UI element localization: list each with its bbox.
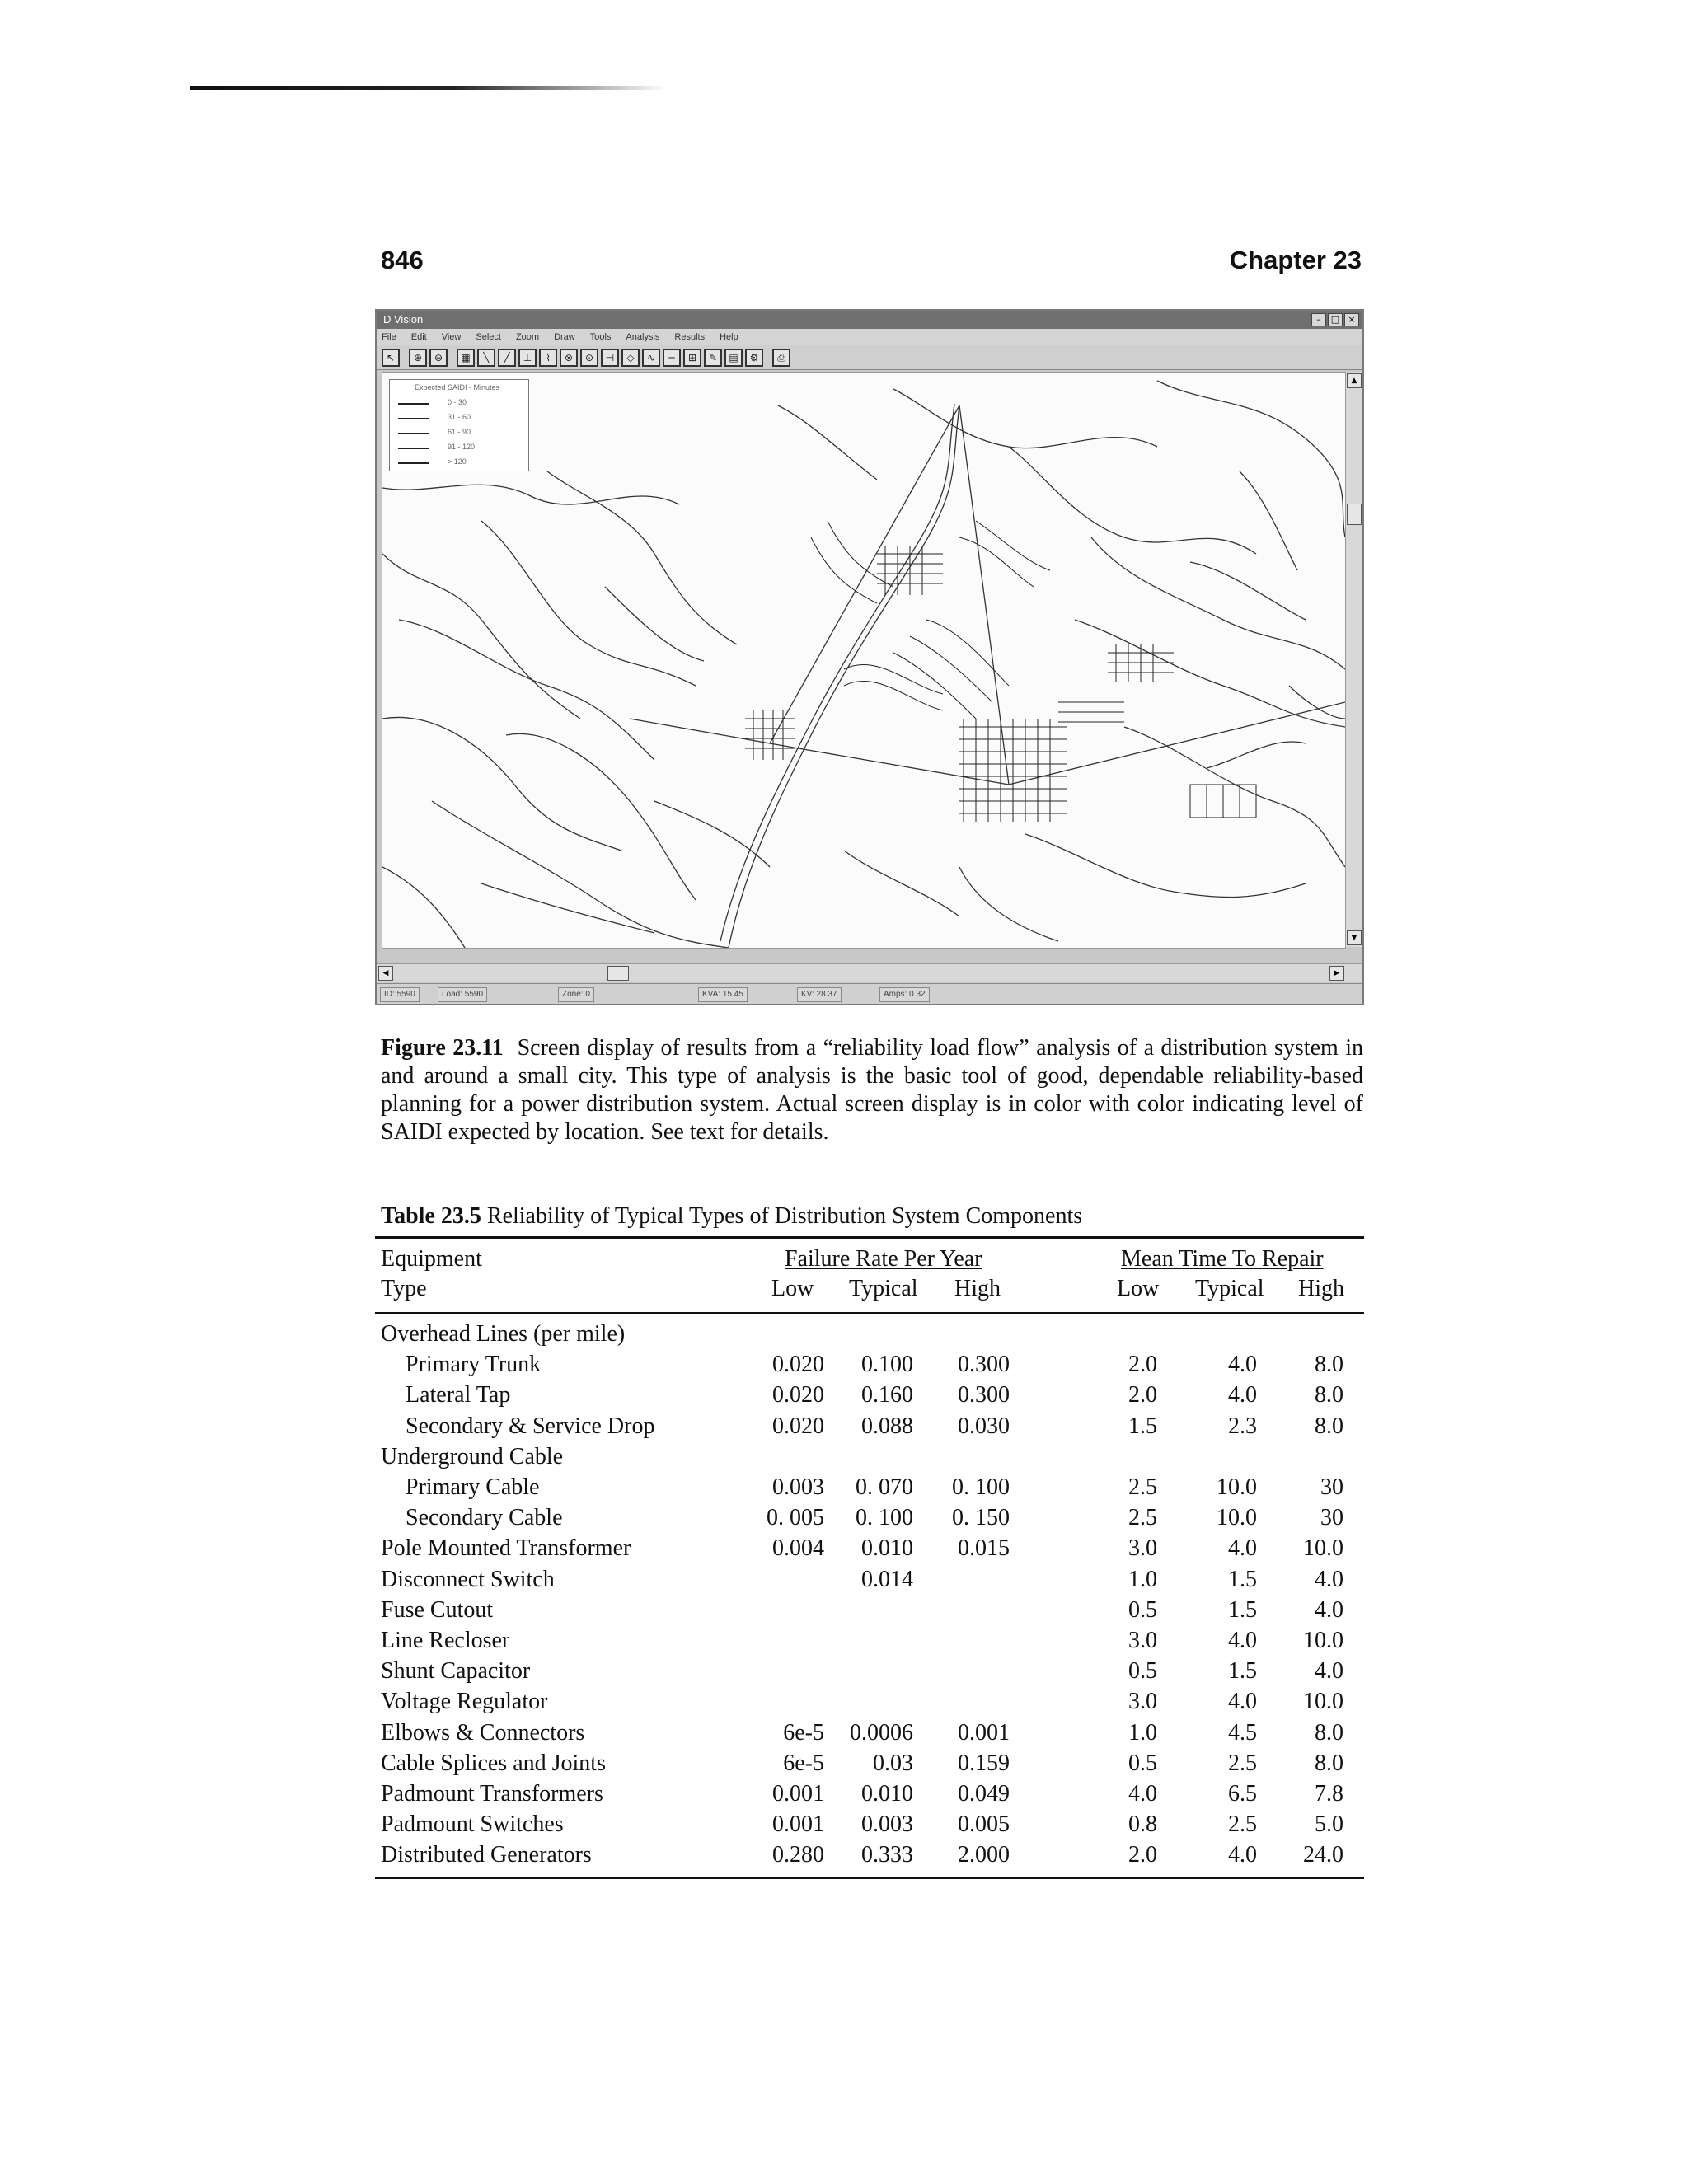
substation-tool-icon[interactable]: ▦: [457, 349, 475, 367]
header-type: Type: [381, 1276, 427, 1301]
failure-rate-cell: 0. 150: [952, 1505, 1010, 1530]
failure-rate-cell: 0. 100: [952, 1474, 1010, 1500]
table-row-label: Overhead Lines (per mile): [381, 1321, 626, 1347]
zoom-in-icon[interactable]: ⊕: [409, 349, 427, 367]
status-id: ID: 5590: [380, 987, 420, 1002]
map-canvas[interactable]: [382, 372, 1346, 949]
repair-time-cell: 4.0: [1228, 1689, 1257, 1714]
failure-rate-cell: 0.015: [958, 1535, 1010, 1561]
repair-time-cell: 3.0: [1128, 1628, 1157, 1653]
failure-rate-cell: 6e-5: [783, 1750, 824, 1776]
menu-item[interactable]: Draw: [554, 332, 575, 342]
menu-item[interactable]: Select: [476, 332, 501, 342]
header-failure-typical: Typical: [849, 1276, 918, 1301]
repair-time-cell: 8.0: [1315, 1413, 1343, 1439]
vertical-scrollbar[interactable]: [1345, 372, 1362, 947]
table-label: Table 23.5: [381, 1203, 481, 1229]
saidi-legend: [389, 379, 529, 471]
repair-time-cell: 8.0: [1315, 1382, 1343, 1408]
table-row-label: Pole Mounted Transformer: [381, 1535, 631, 1561]
menu-item[interactable]: View: [441, 332, 462, 342]
repair-time-cell: 10.0: [1217, 1474, 1257, 1500]
status-kv: KV: 28.37: [797, 987, 842, 1002]
failure-rate-cell: 0.003: [861, 1811, 913, 1837]
failure-rate-cell: 0.03: [873, 1750, 913, 1776]
repair-time-cell: 5.0: [1315, 1811, 1343, 1837]
hscroll-thumb[interactable]: [607, 966, 629, 981]
menu-item[interactable]: Results: [674, 332, 706, 342]
repair-time-cell: 1.5: [1228, 1567, 1257, 1592]
table-row-label: Secondary & Service Drop: [406, 1413, 655, 1439]
menu-item[interactable]: File: [382, 332, 396, 342]
repair-time-cell: 4.0: [1228, 1382, 1257, 1408]
repair-time-cell: 30: [1320, 1505, 1343, 1530]
table-title: [381, 1203, 1082, 1230]
failure-rate-cell: 0.001: [958, 1720, 1010, 1746]
table-row-label: Cable Splices and Joints: [381, 1750, 606, 1776]
running-head: [381, 246, 1362, 279]
scroll-thumb[interactable]: [1347, 504, 1362, 525]
header-repair-typical: Typical: [1195, 1276, 1264, 1301]
repair-time-cell: 1.5: [1228, 1658, 1257, 1684]
repair-time-cell: 1.5: [1128, 1413, 1157, 1439]
legend-title: Expected SAIDI - Minutes: [415, 383, 500, 391]
settings-tool-icon[interactable]: ⚙: [745, 349, 763, 367]
figure-text: Screen display of results from a “reliability load flow” analysis of a distribution system in and around a small city. This type of analysis is the basic tool of good, dependable reliability-based planning for a power distribution system. Actual screen display is in color with color indicating level of SAIDI expected by location. See text for details.: [381, 1035, 1363, 1145]
legend-item: 91 - 120: [398, 443, 522, 454]
table-row-label: Padmount Transformers: [381, 1781, 603, 1807]
page-number: 846: [381, 246, 424, 274]
repair-time-cell: 7.8: [1315, 1781, 1343, 1807]
repair-time-cell: 1.0: [1128, 1720, 1157, 1746]
repair-time-cell: 4.0: [1228, 1628, 1257, 1653]
repair-time-cell: 2.0: [1128, 1382, 1157, 1408]
failure-rate-cell: 2.000: [958, 1842, 1010, 1868]
failure-rate-cell: 0.160: [861, 1382, 913, 1408]
maximize-icon[interactable]: □: [1328, 313, 1343, 326]
window-title: D Vision: [383, 313, 424, 326]
legend-item: > 120: [398, 457, 522, 469]
pointer-tool-icon[interactable]: ↖: [382, 349, 400, 367]
repair-time-cell: 30: [1320, 1474, 1343, 1500]
table-row-label: Distributed Generators: [381, 1842, 592, 1868]
generator-tool-icon[interactable]: ∿: [642, 349, 660, 367]
repair-time-cell: 0.5: [1128, 1750, 1157, 1776]
table-row-label: Lateral Tap: [406, 1382, 511, 1408]
window-controls: [1311, 313, 1359, 326]
repair-time-cell: 2.5: [1128, 1505, 1157, 1530]
print-tool-icon[interactable]: ⎙: [772, 349, 790, 367]
failure-rate-cell: 0.020: [772, 1413, 824, 1439]
repair-time-cell: 4.5: [1228, 1720, 1257, 1746]
failure-rate-cell: 0. 100: [856, 1505, 913, 1530]
window-titlebar: [377, 311, 1362, 329]
header-repair-time: Mean Time To Repair: [1121, 1246, 1324, 1272]
table-bottom-rule: [375, 1877, 1364, 1879]
status-load: Load: 5590: [438, 987, 487, 1002]
failure-rate-cell: 0.088: [861, 1413, 913, 1439]
table-row-label: Padmount Switches: [381, 1811, 564, 1837]
menu-item[interactable]: Tools: [589, 332, 612, 342]
failure-rate-cell: 0.300: [958, 1352, 1010, 1377]
repair-time-cell: 0.5: [1128, 1658, 1157, 1684]
header-equipment: Equipment: [381, 1246, 482, 1272]
table-header-rule: [375, 1312, 1364, 1314]
edit-tool-icon[interactable]: ✎: [704, 349, 722, 367]
repair-time-cell: 6.5: [1228, 1781, 1257, 1807]
repair-time-cell: 4.0: [1128, 1781, 1157, 1807]
report-tool-icon[interactable]: ▤: [724, 349, 743, 367]
repair-time-cell: 2.5: [1228, 1811, 1257, 1837]
failure-rate-cell: 0.001: [772, 1811, 824, 1837]
failure-rate-cell: 0.014: [861, 1567, 913, 1592]
failure-rate-cell: 0.010: [861, 1535, 913, 1561]
repair-time-cell: 24.0: [1303, 1842, 1343, 1868]
repair-time-cell: 1.0: [1128, 1567, 1157, 1592]
failure-rate-cell: 0.049: [958, 1781, 1010, 1807]
scroll-up-icon[interactable]: ▲: [1347, 373, 1362, 388]
figure-caption: [381, 1034, 1363, 1146]
repair-time-cell: 10.0: [1303, 1689, 1343, 1714]
menu-item[interactable]: Zoom: [515, 332, 540, 342]
failure-rate-cell: 0.159: [958, 1750, 1010, 1776]
repair-time-cell: 4.0: [1228, 1535, 1257, 1561]
repair-time-cell: 4.0: [1228, 1352, 1257, 1377]
node-tool-icon[interactable]: ─: [663, 349, 681, 367]
header-failure-high: High: [954, 1276, 1001, 1301]
failure-rate-cell: 0.005: [958, 1811, 1010, 1837]
repair-time-cell: 2.3: [1228, 1413, 1257, 1439]
failure-rate-cell: 0.030: [958, 1413, 1010, 1439]
repair-time-cell: 4.0: [1228, 1842, 1257, 1868]
header-failure-rate: Failure Rate Per Year: [785, 1246, 982, 1272]
repair-time-cell: 10.0: [1217, 1505, 1257, 1530]
table-row-label: Primary Trunk: [406, 1352, 542, 1377]
header-repair-high: High: [1298, 1276, 1344, 1301]
table-row-label: Voltage Regulator: [381, 1689, 548, 1714]
failure-rate-cell: 0.010: [861, 1781, 913, 1807]
repair-time-cell: 4.0: [1315, 1658, 1343, 1684]
failure-rate-cell: 0.004: [772, 1535, 824, 1561]
repair-time-cell: 2.5: [1128, 1474, 1157, 1500]
repair-time-cell: 8.0: [1315, 1352, 1343, 1377]
transformer-tool-icon[interactable]: ⊙: [580, 349, 598, 367]
menu-item[interactable]: Edit: [410, 332, 427, 342]
menu-item[interactable]: Help: [720, 332, 738, 342]
fuse-tool-icon[interactable]: ⌇: [539, 349, 557, 367]
line-tool-icon[interactable]: ╲: [477, 349, 495, 367]
app-window-screenshot: [375, 309, 1364, 1005]
repair-time-cell: 8.0: [1315, 1750, 1343, 1776]
failure-rate-cell: 0.100: [861, 1352, 913, 1377]
switch-tool-icon[interactable]: ⊥: [518, 349, 537, 367]
table-row-label: Fuse Cutout: [381, 1597, 494, 1623]
repair-time-cell: 3.0: [1128, 1535, 1157, 1561]
table-row-label: Line Recloser: [381, 1628, 510, 1653]
horizontal-scrollbar[interactable]: [377, 963, 1362, 982]
repair-time-cell: 4.0: [1315, 1567, 1343, 1592]
status-kva: KVA: 15.45: [698, 987, 748, 1002]
legend-item: 0 - 30: [398, 398, 522, 410]
status-amps: Amps: 0.32: [879, 987, 930, 1002]
table-row-label: Shunt Capacitor: [381, 1658, 531, 1684]
table-row-label: Secondary Cable: [406, 1505, 563, 1530]
menu-item[interactable]: Analysis: [626, 332, 660, 342]
scan-rule: [190, 86, 668, 90]
failure-rate-cell: 0.0006: [850, 1720, 913, 1746]
failure-rate-cell: 0.001: [772, 1781, 824, 1807]
failure-rate-cell: 0.020: [772, 1382, 824, 1408]
repair-time-cell: 0.5: [1128, 1597, 1157, 1623]
repair-time-cell: 2.0: [1128, 1352, 1157, 1377]
scroll-right-icon[interactable]: ▶: [1329, 966, 1344, 981]
table-row-label: Primary Cable: [406, 1474, 540, 1500]
failure-rate-cell: 0.020: [772, 1352, 824, 1377]
grid-tool-icon[interactable]: ⊞: [683, 349, 701, 367]
minimize-icon[interactable]: –: [1311, 313, 1326, 326]
zoom-out-icon[interactable]: ⊖: [429, 349, 448, 367]
repair-time-cell: 10.0: [1303, 1628, 1343, 1653]
failure-rate-cell: 0.280: [772, 1842, 824, 1868]
failure-rate-cell: 0. 005: [767, 1505, 824, 1530]
recloser-tool-icon[interactable]: ⊗: [560, 349, 578, 367]
status-bar: [377, 983, 1362, 1004]
repair-time-cell: 2.5: [1228, 1750, 1257, 1776]
capacitor-tool-icon[interactable]: ⊣: [601, 349, 619, 367]
table-row-label: Elbows & Connectors: [381, 1720, 585, 1746]
menu-bar: [377, 329, 1362, 345]
table-title-text: Reliability of Typical Types of Distribution System Components: [486, 1203, 1083, 1229]
repair-time-cell: 4.0: [1315, 1597, 1343, 1623]
repair-time-cell: 3.0: [1128, 1689, 1157, 1714]
scroll-left-icon[interactable]: ◀: [378, 966, 393, 981]
header-repair-low: Low: [1117, 1276, 1160, 1301]
close-icon[interactable]: ×: [1344, 313, 1359, 326]
lateral-tool-icon[interactable]: ╱: [498, 349, 516, 367]
failure-rate-cell: 0.300: [958, 1382, 1010, 1408]
failure-rate-cell: 0.333: [861, 1842, 913, 1868]
toolbar: [377, 345, 1362, 370]
legend-item: 31 - 60: [398, 413, 522, 424]
scroll-down-icon[interactable]: ▼: [1347, 930, 1362, 945]
repair-time-cell: 2.0: [1128, 1842, 1157, 1868]
figure-label: Figure 23.11: [381, 1035, 504, 1061]
chapter-title: Chapter 23: [1229, 246, 1362, 274]
table-row-label: Disconnect Switch: [381, 1567, 555, 1592]
table-top-rule: [375, 1236, 1364, 1239]
failure-rate-cell: 0. 070: [856, 1474, 913, 1500]
repair-time-cell: 1.5: [1228, 1597, 1257, 1623]
header-failure-low: Low: [771, 1276, 814, 1301]
dense-grid-areas: [745, 521, 1256, 822]
legend-item: 61 - 90: [398, 428, 522, 439]
failure-rate-cell: 0.003: [772, 1474, 824, 1500]
status-zone: Zone: 0: [558, 987, 594, 1002]
failure-rate-cell: 6e-5: [783, 1720, 824, 1746]
regulator-tool-icon[interactable]: ◇: [621, 349, 640, 367]
table-row-label: Underground Cable: [381, 1444, 564, 1469]
repair-time-cell: 10.0: [1303, 1535, 1343, 1561]
repair-time-cell: 8.0: [1315, 1720, 1343, 1746]
repair-time-cell: 0.8: [1128, 1811, 1157, 1837]
